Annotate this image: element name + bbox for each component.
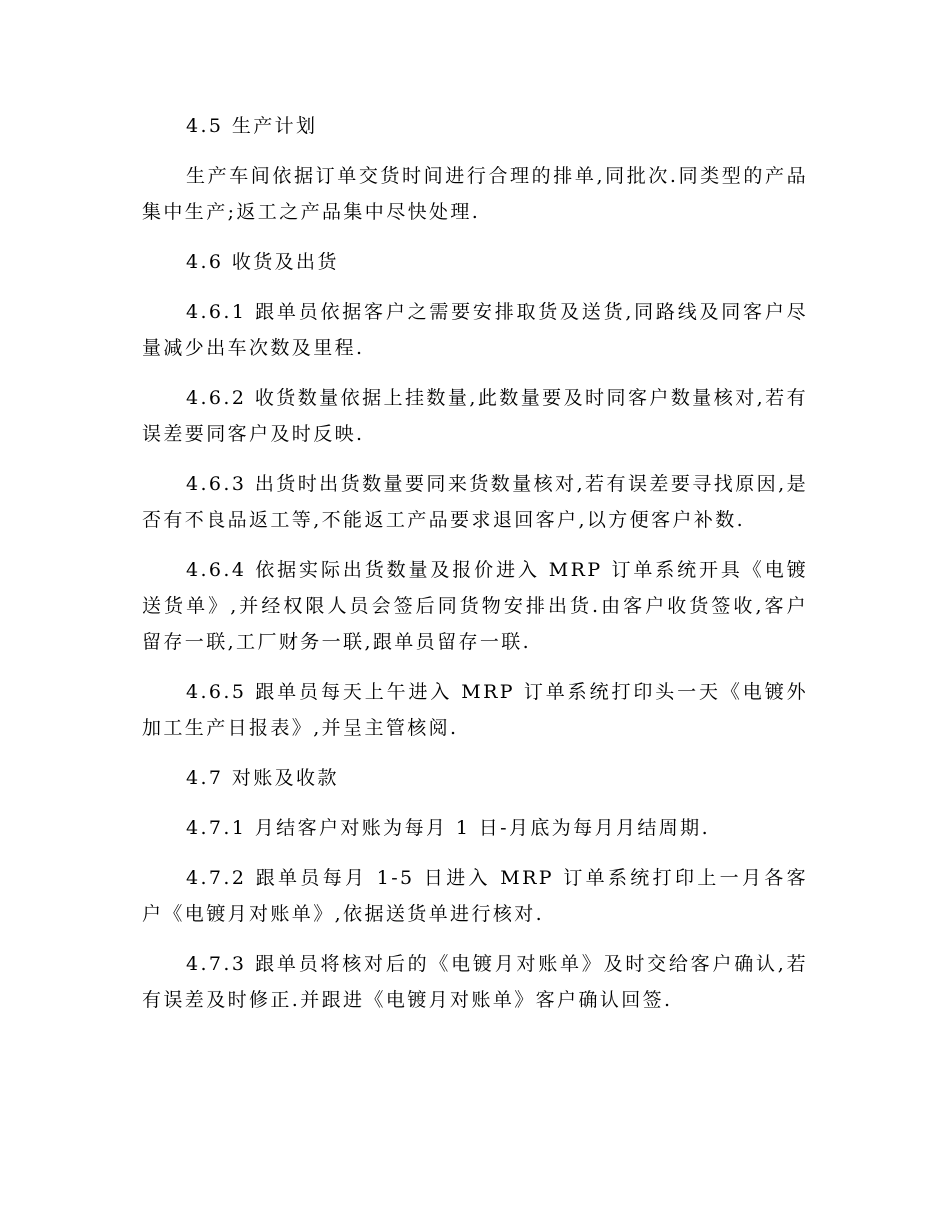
paragraph-4-6-2: 4.6.2 收货数量依据上挂数量,此数量要及时同客户数量核对,若有误差要同客户及时反映.	[142, 387, 808, 445]
section-heading-4-6: 4.6 收货及出货	[186, 251, 339, 273]
section-heading-4-5: 4.5 生产计划	[186, 115, 318, 137]
paragraph-4-7-1: 4.7.1 月结客户对账为每月 1 日-月底为每月月结周期.	[186, 817, 711, 839]
paragraph-4-6-3: 4.6.3 出货时出货数量要同来货数量核对,若有误差要寻找原因,是否有不良品返工等,不能返工产品要求退回客户,以方便客户补数.	[142, 473, 808, 531]
paragraph-4-6-5: 4.6.5 跟单员每天上午进入 MRP 订单系统打印头一天《电镀外加工生产日报表》,并呈主管核阅.	[142, 681, 808, 739]
paragraph-4-7-2: 4.7.2 跟单员每月 1-5 日进入 MRP 订单系统打印上一月各客户《电镀月对账单》,依据送货单进行核对.	[142, 867, 808, 925]
section-heading-4-7: 4.7 对账及收款	[186, 767, 339, 789]
document-body	[142, 108, 808, 1018]
paragraph-production-plan: 生产车间依据订单交货时间进行合理的排单,同批次.同类型的产品集中生产;返工之产品集中尽快处理.	[142, 165, 808, 223]
paragraph-4-7-3: 4.7.3 跟单员将核对后的《电镀月对账单》及时交给客户确认,若有误差及时修正.并跟进《电镀月对账单》客户确认回签.	[142, 953, 808, 1011]
paragraph-4-6-4: 4.6.4 依据实际出货数量及报价进入 MRP 订单系统开具《电镀送货单》,并经权限人员会签后同货物安排出货.由客户收货签收,客户留存一联,工厂财务一联,跟单员留存一联.	[142, 559, 808, 653]
paragraph-4-6-1: 4.6.1 跟单员依据客户之需要安排取货及送货,同路线及同客户尽量减少出车次数及里程.	[142, 301, 808, 359]
